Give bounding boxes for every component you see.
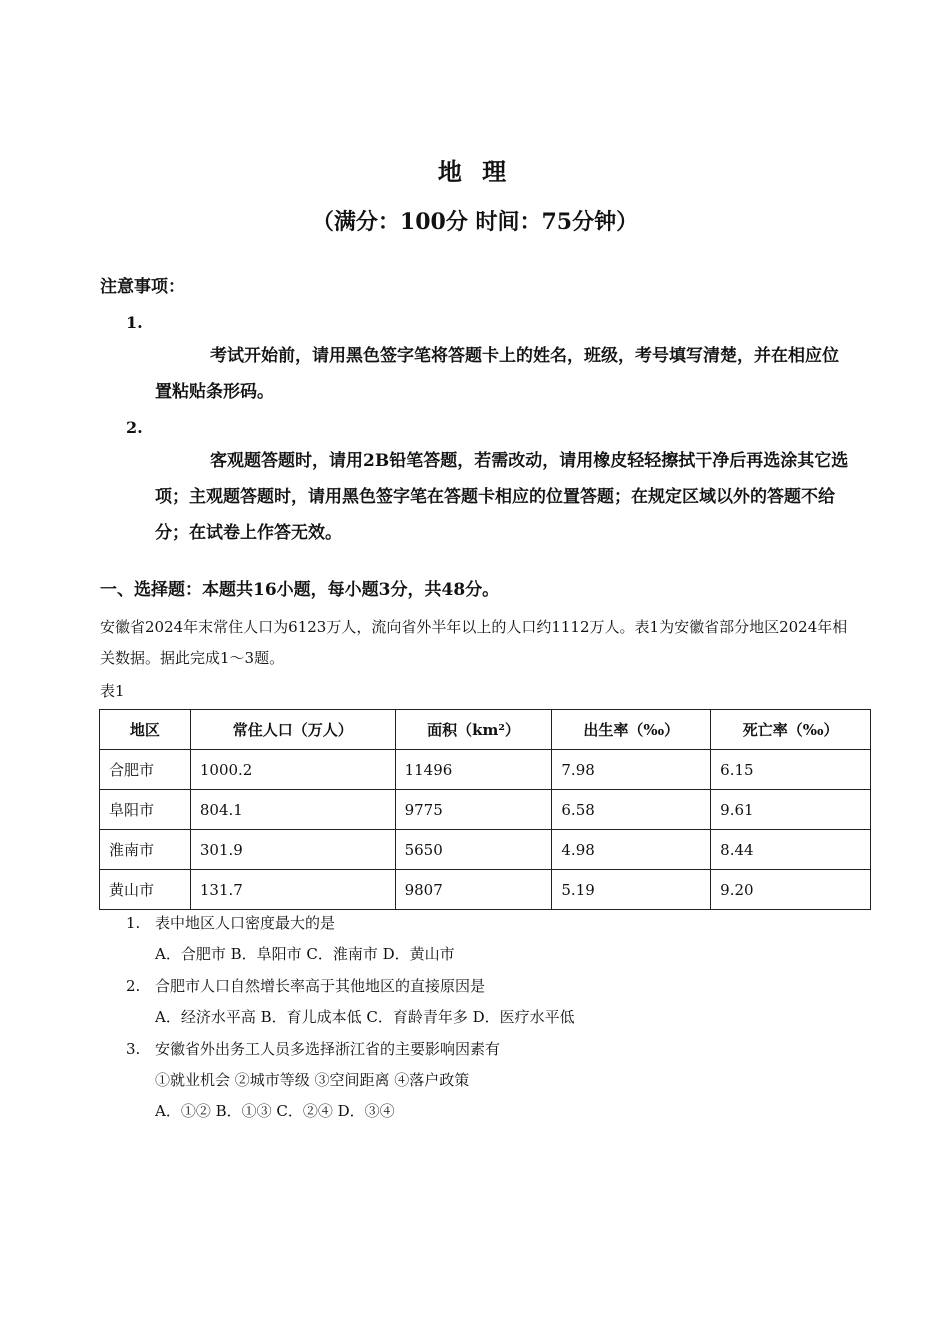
question-1 (126, 912, 335, 933)
table-row (100, 830, 871, 870)
question-3 (126, 1038, 500, 1059)
question-3-factors: ①就业机会 ②城市等级 ③空间距离 ④落户政策 (155, 1071, 470, 1089)
intro-text: 安徽省2024年末常住人口为6123万人，流向省外半年以上的人口约1112万人。表1为安徽省部分地区2024年相关数据。据此完成1～3题。 (100, 618, 848, 667)
table-cell: 804.1 (190, 790, 395, 830)
question-1-options: A．合肥市 B．阜阳市 C．淮南市 D．黄山市 (155, 945, 455, 963)
table-cell: 8.44 (711, 830, 871, 870)
table-cell: 131.7 (190, 870, 395, 910)
question-number: 3. (126, 1040, 141, 1058)
header-cell: 出生率（‰） (552, 710, 711, 750)
table-header-row (100, 710, 871, 750)
page-title: 地 理 (437, 157, 513, 186)
table-cell: 阜阳市 (100, 790, 191, 830)
table-cell: 9.61 (711, 790, 871, 830)
header-cell: 面积（km²） (395, 710, 552, 750)
table-cell: 6.58 (552, 790, 711, 830)
question-stem: 表中地区人口密度最大的是 (155, 914, 336, 932)
table-cell: 6.15 (711, 750, 871, 790)
question-2-options: A．经济水平高 B．育儿成本低 C．育龄青年多 D．医疗水平低 (155, 1008, 575, 1026)
exam-info: （满分：100分 时间：75分钟） (311, 209, 639, 235)
header-cell: 常住人口（万人） (190, 710, 395, 750)
table-cell: 合肥市 (100, 750, 191, 790)
notice-text-2: 客观题答题时，请用2B铅笔答题，若需改动，请用橡皮轻轻擦拭干净后再选涂其它选项；主观题答题时，请用黑色签字笔在答题卡相应的位置答题；在规定区域以外的答题不给分；在试卷上作答无效。 (155, 451, 849, 543)
table-cell: 1000.2 (190, 750, 395, 790)
data-table (99, 709, 871, 910)
header-cell: 死亡率（‰） (711, 710, 871, 750)
notice-number-1: 1. (126, 313, 143, 332)
table-cell: 9775 (395, 790, 552, 830)
table-cell: 黄山市 (100, 870, 191, 910)
question-stem: 安徽省外出务工人员多选择浙江省的主要影响因素有 (155, 1040, 501, 1058)
notice-heading: 注意事项： (100, 277, 185, 297)
table-row (100, 870, 871, 910)
header-cell: 地区 (100, 710, 191, 750)
table-cell: 9807 (395, 870, 552, 910)
table-cell: 4.98 (552, 830, 711, 870)
table-cell: 5.19 (552, 870, 711, 910)
table-cell: 5650 (395, 830, 552, 870)
table-cell: 11496 (395, 750, 552, 790)
section-heading: 一、选择题：本题共16小题，每小题3分，共48分。 (100, 580, 500, 600)
notice-text-1: 考试开始前，请用黑色签字笔将答题卡上的姓名，班级，考号填写清楚，并在相应位置粘贴条形码。 (155, 346, 839, 402)
question-number: 1. (126, 914, 141, 932)
question-2 (126, 975, 485, 996)
table-cell: 301.9 (190, 830, 395, 870)
question-stem: 合肥市人口自然增长率高于其他地区的直接原因是 (155, 977, 486, 995)
question-number: 2. (126, 977, 141, 995)
table-cell: 淮南市 (100, 830, 191, 870)
table-label: 表1 (100, 682, 125, 700)
table-row (100, 750, 871, 790)
table-cell: 9.20 (711, 870, 871, 910)
question-3-options: A．①② B．①③ C．②④ D．③④ (155, 1102, 395, 1120)
table-cell: 7.98 (552, 750, 711, 790)
notice-number-2: 2. (126, 418, 143, 437)
table-row (100, 790, 871, 830)
